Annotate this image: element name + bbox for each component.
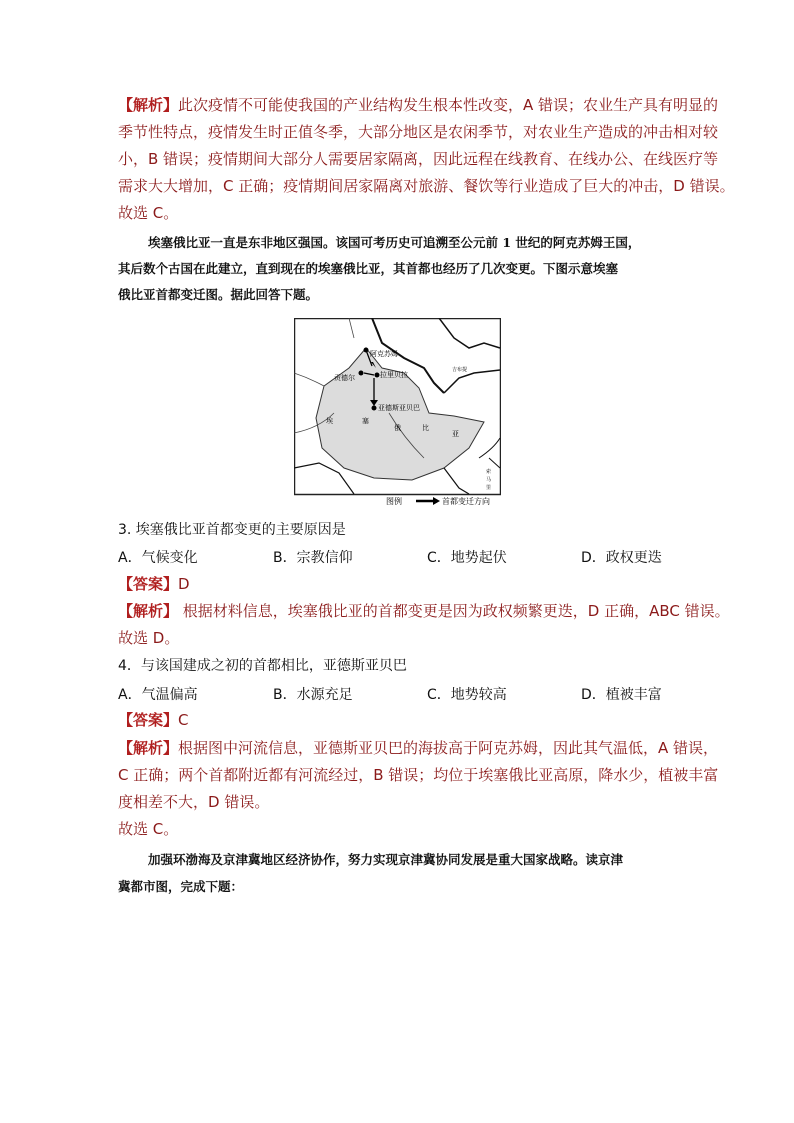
q4-analysis-text: 根据图中河流信息，亚德斯亚贝巴的海拔高于阿克苏姆，因此其气温低，A 错误， xyxy=(178,739,719,757)
intro-line: 加强环渤海及京津冀地区经济协作，努力实现京津冀协同发展是重大国家战略。读京津 xyxy=(148,852,624,867)
label-somalia: 索 xyxy=(486,469,492,475)
question-4-stem: 4．与该国建成之初的首都相比，亚德斯亚贝巴 xyxy=(118,658,407,674)
analysis-line xyxy=(118,95,718,115)
q3-option-d: D．政权更迭 xyxy=(581,550,662,566)
label-country: 比 xyxy=(422,424,429,432)
capital-lalibela xyxy=(375,373,380,378)
analysis-tag: 【解析】 xyxy=(118,602,179,620)
q4-analysis-line xyxy=(118,738,718,758)
q4-option-a: A．气温偏高 xyxy=(118,687,198,703)
analysis-text: 此次疫情不可能使我国的产业结构发生根本性改变，A 错误；农业生产具有明显的 xyxy=(178,96,719,114)
capital-addis xyxy=(372,406,377,411)
q3-answer-line xyxy=(118,574,190,594)
conclusion-line: 故选 C。 xyxy=(118,204,179,222)
q3-conclusion: 故选 D。 xyxy=(118,629,180,647)
q4-answer: C xyxy=(178,711,189,729)
label-lalibela: 拉里贝拉 xyxy=(380,371,408,379)
q4-answer-line xyxy=(118,710,189,730)
analysis-line: 季节性特点，疫情发生时正值冬季，大部分地区是农闲季节，对农业生产造成的冲击相对较 xyxy=(118,123,719,141)
answer-tag: 【答案】 xyxy=(118,711,179,729)
q3-answer: D xyxy=(178,575,190,593)
intro-line: 冀都市图，完成下题： xyxy=(118,879,244,894)
question-3-stem: 3. 埃塞俄比亚首都变更的主要原因是 xyxy=(118,522,346,538)
analysis-line: 需求大大增加，C 正确；疫情期间居家隔离对旅游、餐饮等行业造成了巨大的冲击，D 错误。 xyxy=(118,177,735,195)
q4-option-d: D．植被丰富 xyxy=(581,687,662,703)
answer-tag: 【答案】 xyxy=(118,575,179,593)
label-country: 埃 xyxy=(326,417,333,425)
intro-line: 埃塞俄比亚一直是东非地区强国。该国可考历史可追溯至公元前 1 世纪的阿克苏姆王国， xyxy=(148,235,641,250)
analysis-tag: 【解析】 xyxy=(118,96,179,114)
q4-conclusion: 故选 C。 xyxy=(118,820,179,838)
intro-line: 其后数个古国在此建立，直到现在的埃塞俄比亚，其首都也经历了几次变更。下图示意埃塞 xyxy=(118,261,619,276)
q3-option-b: B．宗教信仰 xyxy=(273,550,353,566)
label-country: 塞 xyxy=(362,417,369,425)
q3-analysis-line xyxy=(118,601,730,621)
q4-analysis-line: C 正确；两个首都附近都有河流经过，B 错误；均位于埃塞俄比亚高原，降水少，植被丰富 xyxy=(118,766,719,784)
intro-line: 俄比亚首都变迁图。据此回答下题。 xyxy=(118,287,319,302)
label-somalia: 马 xyxy=(486,477,492,483)
legend-text: 首都变迁方向 xyxy=(442,497,490,506)
label-country: 俄 xyxy=(394,424,401,432)
label-aksum: 阿克苏姆 xyxy=(370,350,398,358)
q3-analysis-text: 根据材料信息，埃塞俄比亚的首都变更是因为政权频繁更迭，D 正确，ABC 错误。 xyxy=(178,602,730,620)
label-addis: 亚德斯亚贝巴 xyxy=(378,404,420,412)
analysis-tag: 【解析】 xyxy=(118,739,179,757)
q4-analysis-line: 度相差不大，D 错误。 xyxy=(118,793,270,811)
q3-option-c: C．地势起伏 xyxy=(427,550,507,566)
label-djibouti: 吉布提 xyxy=(452,367,468,373)
q3-option-a: A．气候变化 xyxy=(118,550,198,566)
legend-arrow-head xyxy=(433,497,440,505)
label-country: 亚 xyxy=(452,430,459,438)
capital-gondar xyxy=(359,371,364,376)
label-gondar: 贡德尔 xyxy=(334,374,355,382)
analysis-line: 小，B 错误；疫情期间大部分人需要居家隔离，因此远程在线教育、在线办公、在线医疗等 xyxy=(118,150,719,168)
label-somalia: 里 xyxy=(486,485,492,491)
q4-option-b: B．水源充足 xyxy=(273,687,353,703)
legend-label: 图例 xyxy=(386,497,402,506)
ethiopia-capital-map xyxy=(294,318,501,508)
q4-option-c: C．地势较高 xyxy=(427,687,507,703)
